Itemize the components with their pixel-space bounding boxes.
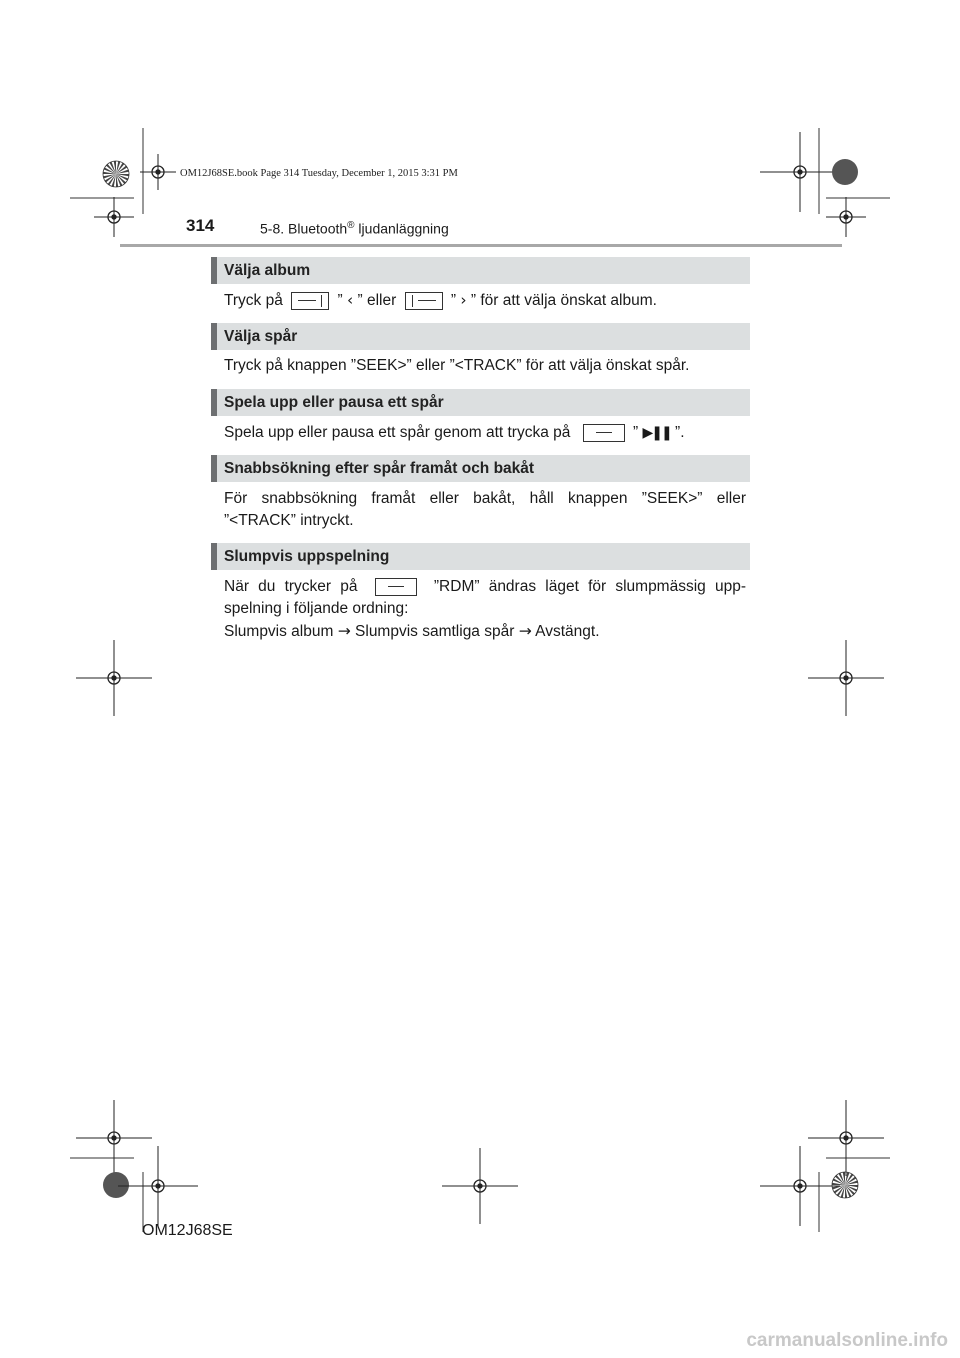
heading-track: Välja spår <box>211 323 750 350</box>
section-title: 5-8. Bluetooth® ljudanläggning <box>260 220 449 237</box>
crosshair-target <box>118 1146 198 1226</box>
seek-up-button-icon <box>405 292 443 310</box>
crosshair-target <box>94 197 134 237</box>
crosshair-target <box>76 640 152 716</box>
chevron-right-icon: › <box>460 291 467 309</box>
print-info: OM12J68SE.book Page 314 Tuesday, December 1, 2015 3:31 PM <box>180 168 458 179</box>
heading-album: Välja album <box>211 257 750 284</box>
paragraph-play: Spela upp eller pausa ett spår genom att trycka på ” ▶❚❚ ”. <box>224 424 685 441</box>
crosshair-target <box>808 640 884 716</box>
play-pause-icon: ▶❚❚ <box>642 425 671 441</box>
crosshair-target <box>442 1148 518 1224</box>
paragraph-track: Tryck på knappen ”SEEK>” eller ”<TRACK” för att välja önskat spår. <box>224 357 690 374</box>
crosshair-target <box>140 154 176 190</box>
heading-random: Slumpvis uppspelning <box>211 543 750 570</box>
rdm-button-icon <box>375 578 417 596</box>
paragraph-seek: För snabbsökning framåt eller bakåt, håll knappen ”SEEK>” eller ”<TRACK” intryckt. <box>224 490 746 529</box>
crosshair-target <box>760 1146 840 1226</box>
footer-code: OM12J68SE <box>142 1222 233 1239</box>
crosshair-target <box>76 1100 152 1176</box>
sunburst-mark-bottom-right <box>832 1172 858 1198</box>
play-button-icon <box>583 424 625 442</box>
heading-play: Spela upp eller pausa ett spår <box>211 389 750 416</box>
page-number: 314 <box>186 216 215 235</box>
arrow-right-icon: → <box>337 622 351 640</box>
header-rule <box>120 244 842 247</box>
paragraph-random: När du trycker på ”RDM” ändras läget för slumpmässig upp- spelning i följande ordning: Slumpvis album → Slumpvis samtliga spår → Avstängt. <box>224 578 746 640</box>
solid-dot-mark <box>832 159 858 185</box>
seek-down-button-icon <box>291 292 329 310</box>
sunburst-mark-top-left <box>103 161 129 187</box>
arrow-right-icon: → <box>518 622 532 640</box>
paragraph-album: Tryck på ” ‹ ” eller ” › ” för att välja önskat album. <box>224 291 657 309</box>
watermark: carmanualsonline.info <box>746 1330 948 1351</box>
solid-dot-mark <box>103 1172 129 1198</box>
crosshair-target <box>826 197 866 237</box>
chevron-left-icon: ‹ <box>346 291 354 309</box>
crosshair-target <box>808 1100 884 1176</box>
heading-seek: Snabbsökning efter spår framåt och bakåt <box>211 455 750 482</box>
crosshair-target <box>760 132 840 212</box>
